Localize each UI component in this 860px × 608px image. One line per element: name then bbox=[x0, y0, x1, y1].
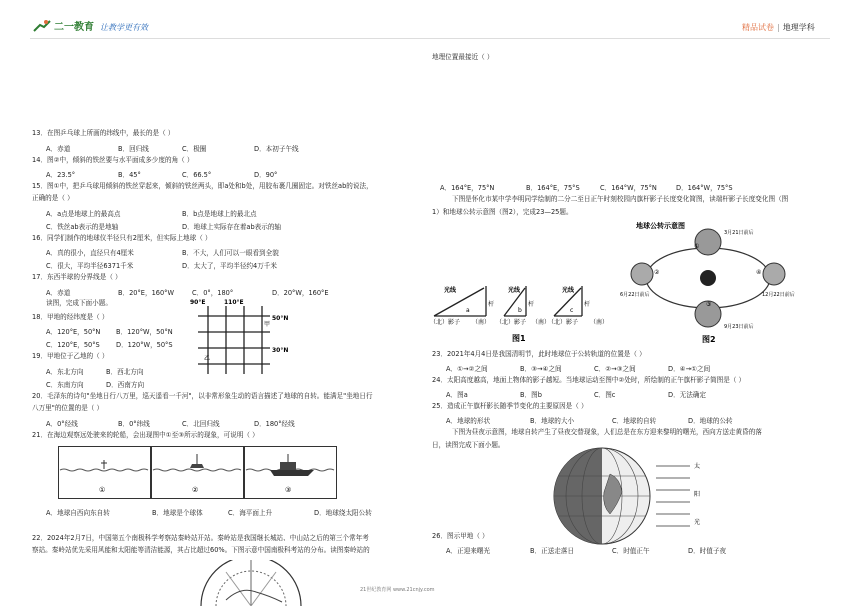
fig1-caption: 图1 bbox=[512, 334, 526, 343]
fig1-label: 影子 bbox=[566, 319, 579, 326]
q15-option[interactable]: A．a点是地球上的最高点 bbox=[46, 210, 121, 218]
q18-stem: 18．甲地的经纬度是（ ） bbox=[32, 313, 109, 321]
q14-stem: 14．图②中，倾斜的铁丝要与水平面成多少度的角（ ） bbox=[32, 156, 194, 164]
q20-stem: 20．毛泽东的诗句"坐地日行八万里，巡天遥看一千河"，以非常形象生动的语言描述了地球的自转。能满足"坐地日行 bbox=[32, 392, 373, 400]
q26-option[interactable]: A．正迎来曙光 bbox=[446, 547, 491, 555]
brand-label: 精品试卷 bbox=[742, 23, 774, 32]
q24-option[interactable]: A．图a bbox=[446, 391, 468, 399]
q15-stem: 15．图①中，把乒乓球用倾斜的铁丝穿起来，倾斜的铁丝两头，即a处和b处，用胶布裹几圈固定。对铁丝ab的说法， bbox=[32, 182, 373, 190]
latlong-grid-figure bbox=[186, 296, 296, 380]
q15-option[interactable]: D．地球上实际存在着ab表示的轴 bbox=[182, 223, 282, 231]
q19-option[interactable]: A．东北方向 bbox=[46, 368, 84, 376]
intro-23-25: 下图是怀化市某中学李明同学绘制的二分二至日正午时刻校园内旗杆影子长度变化简图，读端杆影子长度变化图（图 bbox=[452, 195, 789, 203]
fig2-caption: 图2 bbox=[702, 335, 716, 344]
q20-option[interactable]: D．180°经线 bbox=[254, 420, 295, 428]
fig1-label: 光线 bbox=[562, 287, 575, 294]
fig2-title: 地球公转示意图 bbox=[636, 222, 685, 230]
q26-option[interactable]: B．正送走落日 bbox=[530, 547, 575, 555]
grid-label: 50°N bbox=[272, 315, 289, 322]
q22-option[interactable]: A．164°E，75°N bbox=[440, 184, 495, 192]
q20-stem-cont: 八万里"的位置的是（ ） bbox=[32, 404, 104, 412]
q24-option[interactable]: D．无法确定 bbox=[668, 391, 707, 399]
fig2-label: 6月22日前后 bbox=[620, 292, 650, 298]
ship-mast-icon bbox=[101, 460, 107, 469]
q22-option[interactable]: B．164°E，75°S bbox=[526, 184, 580, 192]
q16-option[interactable]: A．真的很小，直径只有4厘米 bbox=[46, 249, 134, 257]
q16-option[interactable]: B．不大，人们可以一眼看到全貌 bbox=[182, 249, 279, 257]
site-logo[interactable] bbox=[32, 18, 94, 33]
q23-option[interactable]: B．③→④之间 bbox=[520, 365, 562, 373]
q18-option[interactable]: D．120°W，50°S bbox=[116, 341, 173, 349]
fig2-label: ① bbox=[694, 243, 700, 250]
q13-option[interactable]: C．极圈 bbox=[182, 145, 207, 153]
q24-option[interactable]: C．图c bbox=[594, 391, 616, 399]
fig1-label: a bbox=[466, 307, 470, 314]
day-night-globe-figure bbox=[540, 446, 710, 546]
q23-stem: 23．2021年4月4日是我国清明节，此时地球位于公转轨道的位置是（ ） bbox=[432, 350, 646, 358]
logo-text: 二一教育 bbox=[54, 22, 94, 33]
ship-full-icon bbox=[270, 454, 314, 476]
fig1-label: （北） bbox=[496, 319, 515, 326]
fig2-label: ③ bbox=[706, 301, 712, 308]
fig2-label: ② bbox=[654, 269, 660, 276]
fig1-label: （南） bbox=[590, 319, 609, 326]
header-divider bbox=[30, 38, 830, 39]
fig2-label: 9月23日前后 bbox=[724, 324, 754, 330]
q26-option[interactable]: D．时值子夜 bbox=[688, 547, 727, 555]
q20-option[interactable]: A．0°经线 bbox=[46, 420, 78, 428]
fig1-label: 杆 bbox=[488, 301, 495, 308]
ship-partial-icon bbox=[190, 454, 204, 468]
q20-option[interactable]: B．0°纬线 bbox=[118, 420, 150, 428]
q19-option[interactable]: C．东南方向 bbox=[46, 381, 84, 389]
q25-option[interactable]: D．地球的公转 bbox=[688, 417, 733, 425]
intro-26-cont: 日，读图完成下面小题。 bbox=[432, 441, 505, 449]
grid-label: 乙 bbox=[204, 355, 211, 362]
q16-option[interactable]: D．太大了，平均半径约4万千米 bbox=[182, 262, 277, 270]
q16-stem: 16．同学们制作的地球仪半径只有2厘米，但实际上地球（ ） bbox=[32, 234, 212, 242]
page-footer: 21世纪教育网 www.21cnjy.com bbox=[360, 587, 435, 593]
q26-stem: 26．图示甲地（ ） bbox=[432, 532, 489, 540]
fig1-label: 光线 bbox=[444, 287, 457, 294]
q25-option[interactable]: C．地球的自转 bbox=[612, 417, 657, 425]
intro-26: 下图为昼夜示意图，地球自转产生了昼夜交替现象，人们总是在东方迎来黎明的曙光，西向方送走黄昏的落 bbox=[452, 428, 762, 436]
fig1-label: 影子 bbox=[448, 319, 461, 326]
q24-option[interactable]: B．图b bbox=[520, 391, 542, 399]
fig2-label: ④ bbox=[756, 269, 762, 276]
q17-option[interactable]: B．20°E，160°W bbox=[118, 289, 174, 297]
q21-option[interactable]: B．地球是个球体 bbox=[152, 509, 203, 517]
q18-option[interactable]: B．120°W，50°N bbox=[116, 328, 173, 336]
q23-option[interactable]: C．②→③之间 bbox=[594, 365, 636, 373]
runner-logo-icon bbox=[32, 19, 52, 33]
sun-icon bbox=[700, 270, 716, 286]
sunlight-label: 阳 bbox=[694, 491, 701, 498]
q19-stem: 19．甲地位于乙地的（ ） bbox=[32, 352, 109, 360]
grid-label: 甲 bbox=[264, 321, 271, 328]
fig1-label: c bbox=[570, 307, 574, 314]
ship-horizon-figure bbox=[58, 446, 338, 500]
q25-stem: 25．造成正午旗杆影长随季节变化的主要原因是（ ） bbox=[432, 402, 588, 410]
q23-option[interactable]: A．①→②之间 bbox=[446, 365, 488, 373]
grid-label: 90°E bbox=[190, 299, 206, 306]
q18-option[interactable]: A．120°E，50°N bbox=[46, 328, 101, 336]
fig1-label: （南） bbox=[472, 319, 491, 326]
fig2-label: 12月22日前后 bbox=[762, 292, 795, 298]
fig1-label: （北） bbox=[430, 319, 449, 326]
fig2-label: 3月21日前后 bbox=[724, 230, 754, 236]
q18-option[interactable]: C．120°E，50°S bbox=[46, 341, 100, 349]
panel-label: ② bbox=[192, 486, 199, 494]
fig1-label: 影子 bbox=[514, 319, 527, 326]
fig1-label: 杆 bbox=[528, 301, 535, 308]
q15-option[interactable]: C．铁丝ab表示的是地轴 bbox=[46, 223, 119, 231]
q22-stem: 22．2024年2月7日，中国第五个南极科学考察站秦岭站开站。秦岭站是我国继长城站、中山站之后的第三个常年考 bbox=[32, 534, 369, 542]
q25-option[interactable]: B．地球的大小 bbox=[530, 417, 575, 425]
shadow-figure-1 bbox=[430, 282, 620, 344]
earth-revolution-figure-2 bbox=[616, 218, 800, 346]
q15-option[interactable]: B．b点是地球上的最北点 bbox=[182, 210, 257, 218]
q17-stem: 17．东西半球的分界线是（ ） bbox=[32, 273, 122, 281]
q14-option[interactable]: A．23.5° bbox=[46, 171, 76, 179]
earth-right-icon bbox=[763, 263, 785, 285]
panel-label: ③ bbox=[285, 486, 292, 494]
q21-option[interactable]: D．地球绕太阳公转 bbox=[314, 509, 372, 517]
q14-option[interactable]: D．90° bbox=[254, 171, 278, 179]
earth-top-icon bbox=[695, 229, 721, 255]
q14-option[interactable]: B．45° bbox=[118, 171, 141, 179]
intro-23-25-cont: 1）和地球公转示意图（图2），完成23—25题。 bbox=[432, 208, 573, 216]
q23-option[interactable]: D．④→①之间 bbox=[668, 365, 711, 373]
q17-option[interactable]: C．0°，180° bbox=[192, 289, 234, 297]
q14-option[interactable]: C．66.5° bbox=[182, 171, 212, 179]
q22-option[interactable]: D．164°W，75°S bbox=[676, 184, 733, 192]
top-right-fragment: 地理位置最接近（ ） bbox=[432, 53, 494, 61]
read-instruction: 读图，完成下面小题。 bbox=[46, 299, 112, 307]
q16-option[interactable]: C．很大，平均半径6371千米 bbox=[46, 262, 134, 270]
earth-left-icon bbox=[631, 263, 653, 285]
q21-option[interactable]: A．地球自西向东自转 bbox=[46, 509, 110, 517]
q17-option[interactable]: A．赤道 bbox=[46, 289, 71, 297]
fig1-label: b bbox=[518, 307, 522, 314]
q13-stem: 13．在图乒乓球上所画的纬线中，最长的是（ ） bbox=[32, 129, 175, 137]
q17-option[interactable]: D．20°W，160°E bbox=[272, 289, 329, 297]
fig1-label: （南） bbox=[532, 319, 551, 326]
q19-option[interactable]: B．西北方向 bbox=[106, 368, 144, 376]
q13-option[interactable]: B．回归线 bbox=[118, 145, 149, 153]
q13-option[interactable]: A．赤道 bbox=[46, 145, 71, 153]
grid-label: 30°N bbox=[272, 347, 289, 354]
fig1-label: （北） bbox=[548, 319, 567, 326]
header-tags: 精品试卷 | 地理学科 bbox=[742, 23, 815, 32]
fig1-label: 光线 bbox=[508, 287, 521, 294]
q13-option[interactable]: D．本初子午线 bbox=[254, 145, 299, 153]
q21-stem: 21．在海边观察远处驶来的轮船，会出现图中①至③所示的现象，可说明（ ） bbox=[32, 431, 259, 439]
q20-option[interactable]: C．北回归线 bbox=[182, 420, 220, 428]
q25-option[interactable]: A．地球的形状 bbox=[446, 417, 491, 425]
antarctic-map-figure bbox=[196, 560, 306, 606]
slogan: 让教学更有效 bbox=[100, 23, 148, 32]
grid-label: 110°E bbox=[224, 299, 244, 306]
q24-stem: 24．太阳高度越高，地面上物体的影子越短。当地球运动至图中②处时，所绘制的正午旗杆影子简图是（ ） bbox=[432, 376, 746, 384]
q15-stem-cont: 正确的是（ ） bbox=[32, 194, 74, 202]
panel-label: ① bbox=[99, 486, 106, 494]
q26-option[interactable]: C．时值正午 bbox=[612, 547, 650, 555]
q22-stem-cont: 察站。秦岭站优先采用风能和太阳能等清洁能源，其占比超过60%。下图示意中国南极科考站的分布。读图秦岭站的 bbox=[32, 546, 370, 554]
sunlight-label: 太 bbox=[694, 463, 701, 470]
q19-option[interactable]: D．西南方向 bbox=[106, 381, 145, 389]
subject-label: 地理学科 bbox=[782, 23, 815, 32]
fig1-label: 杆 bbox=[584, 301, 591, 308]
q21-option[interactable]: C．海平面上升 bbox=[228, 509, 273, 517]
sunlight-label: 光 bbox=[694, 519, 701, 526]
q22-option[interactable]: C．164°W，75°N bbox=[600, 184, 657, 192]
